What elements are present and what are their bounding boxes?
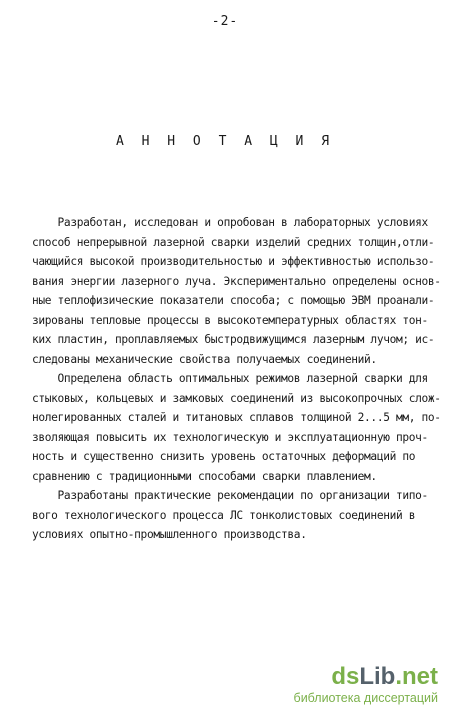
text-line: Разработан, исследован и опробован в лабораторных условиях	[32, 216, 428, 229]
section-heading: А Н Н О Т А Ц И Я	[115, 134, 335, 149]
watermark-subtitle: библиотека диссертаций	[293, 691, 438, 705]
text-line: Определена область оптимальных режимов лазерной сварки для	[32, 372, 428, 385]
paragraph-2	[32, 369, 441, 486]
logo-net: .net	[395, 663, 438, 690]
watermark-logo	[268, 664, 438, 690]
text-line: Разработаны практические рекомендации по организации типо-	[32, 489, 428, 502]
text-line: способ непрерывной лазерной сварки изделий средних толщин,отли-	[32, 235, 435, 249]
text-line: условиях опытно-промышленного производства.	[32, 528, 307, 541]
text-line: нолегированных сталей и титановых сплавов толщиной 2...5 мм, по-	[32, 411, 441, 424]
text-line: сравнению с традиционными способами сварки плавлением.	[32, 469, 377, 483]
text-line: зволяющая повысить их технологическую и эксплуатационную проч-	[32, 430, 428, 444]
text-line: стыковых, кольцевых и замковых соединений из высокопрочных слож-	[32, 391, 441, 405]
page-number: -2-	[211, 14, 239, 29]
text-line: ные теплофизические показатели способа; с помощью ЭВМ проанали-	[32, 294, 435, 307]
text-line: вого технологического процесса ЛС тонколистовых соединений в	[32, 508, 416, 522]
paragraph-1	[32, 213, 441, 369]
logo-lib: Lib	[359, 663, 396, 690]
text-line: следованы механические свойства получаемых соединений.	[32, 352, 377, 366]
paragraph-3	[32, 486, 437, 545]
text-line: ких пластин, проплавляемых быстродвижущимся лазерным лучом; ис-	[32, 333, 435, 346]
text-line: чающийся высокой производительностью и эффективностью использо-	[32, 255, 435, 268]
site-watermark	[268, 664, 438, 706]
annotation-body	[32, 213, 441, 545]
logo-ds: ds	[331, 663, 360, 690]
text-line: ность и существенно снизить уровень остаточных деформаций по	[32, 450, 416, 463]
text-line: вания энергии лазерного луча. Экспериментально определены основ-	[32, 274, 441, 288]
text-line: зированы тепловые процессы в высокотемпературных областях тон-	[32, 313, 428, 327]
